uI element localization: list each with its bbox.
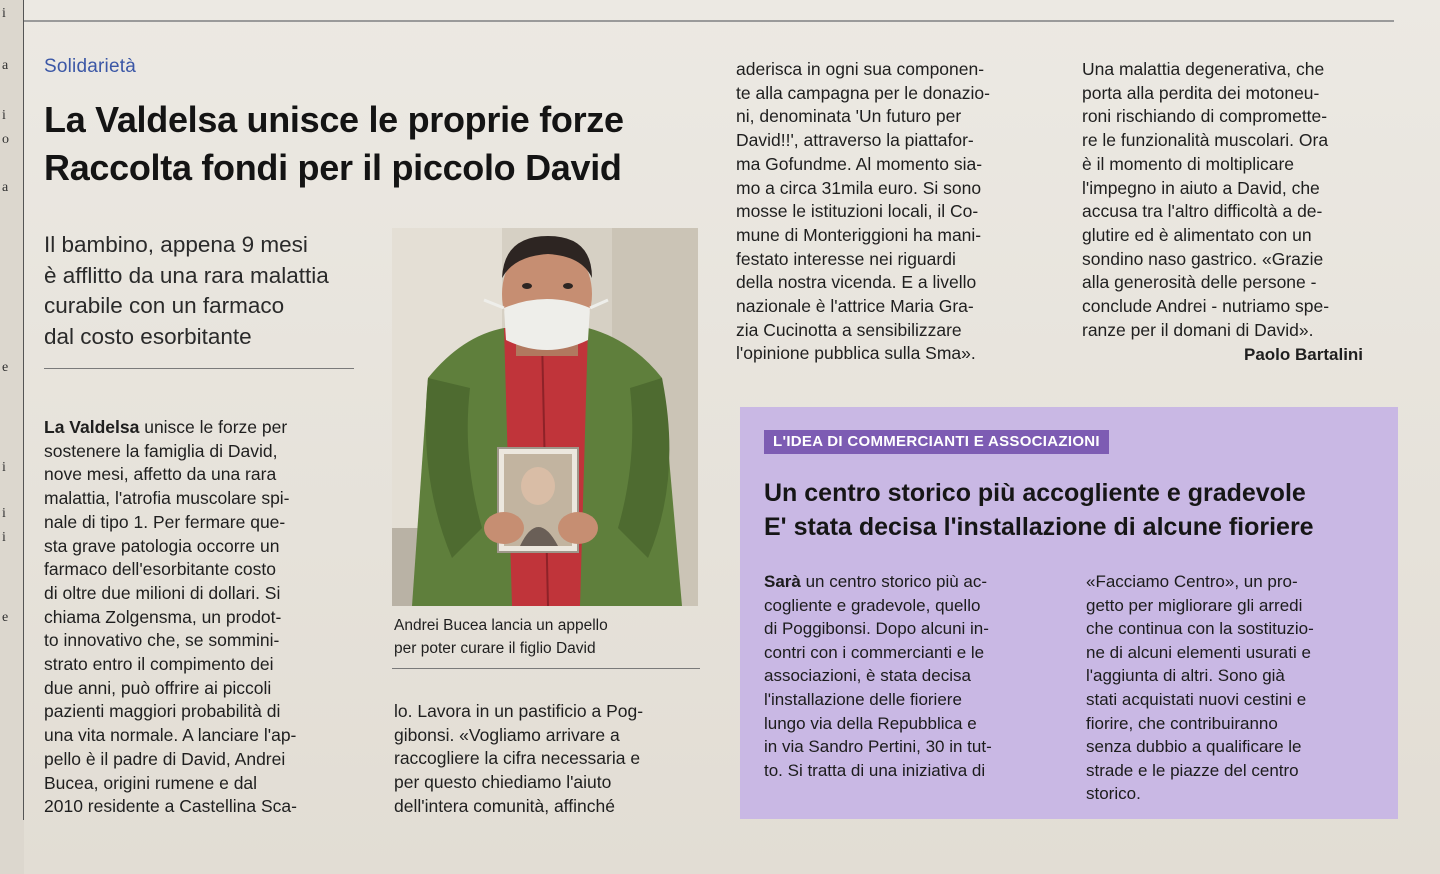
lead-words: Sarà (764, 572, 801, 591)
edge-letter: o (2, 132, 9, 147)
text-line: della nostra vicenda. E a livello (736, 272, 977, 293)
man-holding-photo-illustration (392, 228, 698, 606)
text-line: nazionale è l'attrice Maria Gra- (736, 296, 974, 317)
text-line: to. Si tratta di una iniziativa di (764, 760, 986, 780)
text-line: festato interesse nei riguardi (736, 248, 956, 269)
text-line: nale di tipo 1. Per fermare que- (44, 511, 286, 532)
subhead-line: dal costo esorbitante (44, 323, 252, 349)
text-line: ma Gofundme. Al momento sia- (736, 153, 983, 174)
text-line: pello è il padre di David, Andrei (44, 748, 286, 769)
text-line: l'impegno in aiuto a David, che (1082, 177, 1320, 198)
text-line: mo a circa 31mila euro. Si sono (736, 177, 982, 198)
text-line: to innovativo che, se sommini- (44, 630, 280, 651)
text-line: strade e le piazze del centro (1086, 760, 1299, 780)
edge-letter: i (2, 108, 6, 123)
text-line: mosse le istituzioni locali, il Co- (736, 201, 979, 222)
text-line: Bucea, origini rumene e dal (44, 772, 258, 793)
sidebar-headline-line: E' stata decisa l'installazione di alcune fioriere (764, 513, 1314, 541)
article-column-4 (1082, 58, 1329, 342)
sidebar-column-1 (764, 570, 992, 782)
adjacent-page-edge (0, 0, 24, 874)
text-line: pazienti maggiori probabilità di (44, 701, 281, 722)
article-kicker: Solidarietà (44, 56, 136, 77)
caption-divider (392, 668, 700, 669)
article-column-1 (44, 416, 297, 819)
text-line: di oltre due milioni di dollari. Si (44, 582, 281, 603)
text-line: mune di Monteriggioni ha mani- (736, 224, 982, 245)
text-line: dell'intera comunità, affinché (394, 795, 615, 816)
text-line: associazioni, è stata decisa (764, 666, 971, 686)
text-line (764, 570, 992, 594)
text-line: roni rischiando di compromette- (1082, 106, 1328, 127)
text-line: per questo chiediamo l'aiuto (394, 772, 612, 793)
text-line: te alla campagna per le donazio- (736, 82, 990, 103)
edge-letter: a (2, 58, 9, 73)
edge-letter: e (2, 360, 9, 375)
text-line: storico. (1086, 784, 1141, 804)
edge-letter: i (2, 530, 6, 545)
photo-caption (394, 614, 704, 660)
headline-line: La Valdelsa unisce le proprie forze (44, 99, 624, 140)
text-line: lungo via della Repubblica e (764, 713, 977, 733)
text-line (44, 416, 297, 440)
article-photo (392, 228, 698, 606)
text-line: raccogliere la cifra necessaria e (394, 748, 641, 769)
text-line: conclude Andrei - nutriamo spe- (1082, 296, 1330, 317)
text-line: è il momento di moltiplicare (1082, 153, 1295, 174)
text-line: lo. Lavora in un pastificio a Pog- (394, 701, 644, 721)
text-line: gibonsi. «Vogliamo arrivare a (394, 724, 620, 745)
sidebar-tag: L'IDEA DI COMMERCIANTI E ASSOCIAZIONI (764, 430, 1109, 454)
article-column-3 (736, 58, 990, 366)
text-line: senza dubbio a qualificare le (1086, 737, 1302, 757)
text-line: porta alla perdita dei motoneu- (1082, 82, 1320, 103)
edge-letter: i (2, 6, 6, 21)
text-line: sondino naso gastrico. «Grazie (1082, 248, 1324, 269)
edge-letter: i (2, 506, 6, 521)
text-line: aderisca in ogni sua componen- (736, 59, 985, 79)
text-line: alla generosità delle persone - (1082, 272, 1317, 293)
text-line: «Facciamo Centro», un pro- (1086, 572, 1298, 591)
article-column-2 (394, 700, 643, 819)
lead-continuation: unisce le forze per (139, 417, 288, 437)
headline-line: Raccolta fondi per il piccolo David (44, 147, 622, 188)
text-line: malattia, l'atrofia muscolare spi- (44, 488, 290, 509)
text-line: ni, denominata 'Un futuro per (736, 106, 962, 127)
text-line: stati acquistati nuovi cestini e (1086, 689, 1307, 709)
article-subhead (44, 230, 384, 352)
text-line: Una malattia degenerativa, che (1082, 59, 1325, 79)
caption-line: Andrei Bucea lancia un appello (394, 617, 608, 634)
text-line: zia Cucinotta a sensibilizzare (736, 319, 962, 340)
author-signature: Paolo Bartalini (1244, 345, 1364, 364)
subhead-divider (44, 368, 354, 369)
subhead-line: curabile con un farmaco (44, 293, 285, 318)
edge-letter: e (2, 610, 9, 625)
text-line: l'aggiunta di altri. Sono già (1086, 666, 1285, 686)
text-line: che continua con la sostituzio- (1086, 619, 1314, 639)
text-line: David!!', attraverso la piattafor- (736, 130, 974, 151)
text-line: chiama Zolgensma, un prodot- (44, 606, 282, 627)
text-line: getto per migliorare gli arredi (1086, 595, 1303, 615)
text-line: l'installazione delle fioriere (764, 689, 962, 709)
text-line: di Poggibonsi. Dopo alcuni in- (764, 619, 989, 639)
text-line: sostenere la famiglia di David, (44, 440, 278, 461)
subhead-line: Il bambino, appena 9 mesi (44, 232, 308, 257)
text-line: ranze per il domani di David». (1082, 319, 1314, 340)
text-line: glutire ed è alimentato con un (1082, 224, 1312, 245)
page-fold-line (23, 0, 24, 820)
sidebar-headline (764, 476, 1388, 544)
lead-words: La Valdelsa (44, 417, 140, 437)
caption-line: per poter curare il figlio David (394, 640, 596, 657)
text-line: 2010 residente a Castellina Sca- (44, 796, 297, 817)
sidebar-headline-line: Un centro storico più accogliente e gradevole (764, 479, 1306, 507)
subhead-line: è afflitto da una rara malattia (44, 262, 329, 288)
article-headline (44, 96, 724, 192)
text-line: cogliente e gradevole, quello (764, 595, 981, 615)
text-line: contri con i commercianti e le (764, 642, 985, 662)
text-line: accusa tra l'altro difficoltà a de- (1082, 201, 1323, 222)
edge-letter: a (2, 180, 9, 195)
text-line: nove mesi, affetto da una rara (44, 464, 277, 485)
text-line: in via Sandro Pertini, 30 in tut- (764, 737, 992, 757)
sidebar-column-2 (1086, 570, 1314, 806)
text-line: strato entro il compimento dei (44, 654, 274, 675)
lead-continuation: un centro storico più ac- (800, 572, 988, 591)
edge-letter: i (2, 460, 6, 475)
text-line: due anni, può offrire ai piccoli (44, 677, 272, 698)
text-line: sta grave patologia occorre un (44, 535, 280, 556)
text-line: l'opinione pubblica sulla Sma». (736, 343, 976, 364)
text-line: farmaco dell'esorbitante costo (44, 559, 276, 580)
text-line: fiorire, che contribuiranno (1086, 713, 1278, 733)
top-rule (24, 20, 1394, 22)
text-line: re le funzionalità muscolari. Ora (1082, 130, 1329, 151)
text-line: ne di alcuni elementi usurati e (1086, 642, 1311, 662)
text-line: una vita normale. A lanciare l'ap- (44, 725, 297, 746)
